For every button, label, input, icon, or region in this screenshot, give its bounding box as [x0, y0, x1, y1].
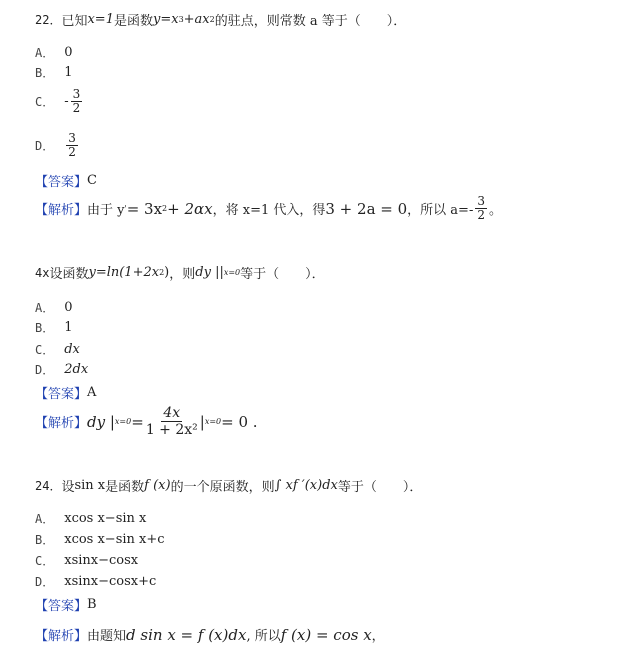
option-label: D．	[35, 575, 55, 589]
numerator: 3	[72, 87, 81, 101]
math: + 2αx	[167, 199, 213, 218]
q24-stem	[35, 476, 422, 495]
explanation-text: 。	[488, 203, 502, 218]
math: 3	[178, 15, 184, 24]
q24-option-a	[35, 510, 146, 527]
q24-option-c	[35, 552, 138, 569]
numerator: 3	[68, 131, 76, 145]
q22-explanation	[35, 195, 502, 222]
explanation-text: ，	[371, 629, 385, 644]
math: '	[124, 204, 127, 213]
answer-value: A	[87, 385, 97, 400]
stem-text: 设	[61, 480, 75, 495]
question-number: 24．	[35, 479, 62, 493]
option-label: D．	[35, 363, 55, 377]
math: =	[131, 412, 144, 431]
q22-option-d	[35, 132, 80, 159]
option-label: C．	[35, 343, 55, 357]
explanation-text: 由题知	[87, 629, 127, 644]
numerator: 4x	[163, 405, 181, 421]
option-text: 1	[64, 65, 73, 80]
option-label: B．	[35, 533, 55, 547]
fraction	[71, 88, 83, 115]
question-number: 22．	[35, 13, 62, 27]
q23-option-c	[35, 341, 80, 358]
explanation-text: , 所以	[246, 629, 281, 644]
math: +ax	[183, 12, 210, 27]
q22-answer	[35, 171, 97, 190]
option-text: 1	[64, 320, 73, 335]
answer-value: C	[87, 173, 97, 188]
explanation-text: ，所以 a=-	[407, 203, 474, 218]
explanation-tag: 【解析】	[35, 203, 88, 218]
q24-answer	[35, 595, 97, 614]
math: x=1	[87, 12, 114, 27]
option-label: B．	[35, 321, 55, 335]
q24-option-d	[35, 573, 156, 590]
fraction	[146, 405, 198, 438]
q23-explanation	[35, 405, 258, 438]
question-number: 4x	[35, 265, 50, 280]
q24-option-b	[35, 531, 165, 548]
explanation-text: ，将 x=1 代入，得	[212, 203, 326, 218]
explanation-tag: 【解析】	[35, 629, 88, 644]
option-label: B．	[35, 66, 55, 80]
option-text: xsinx−cosx	[64, 553, 139, 568]
q23-answer	[35, 383, 96, 402]
option-label: D．	[35, 139, 55, 153]
q23-option-a	[35, 299, 73, 316]
stem-text: 等于（ ）．	[337, 480, 423, 495]
stem-text: 已知	[61, 14, 88, 29]
math: 2	[162, 204, 168, 213]
math: y=ln(1+2x	[88, 265, 160, 280]
math: f (x)	[144, 478, 171, 493]
math: d sin x = f (x)dx	[126, 625, 247, 644]
math: x=0	[204, 417, 222, 426]
option-text: -	[64, 94, 69, 109]
answer-tag: 【答案】	[35, 599, 88, 614]
numerator: 3	[477, 194, 485, 208]
math: ∫ xf ′(x)dx	[274, 478, 338, 493]
stem-text: 的一个原函数，则	[170, 480, 275, 495]
math: x=0	[223, 268, 241, 277]
option-label: A．	[35, 301, 55, 315]
explanation-text: 由于 y	[87, 203, 125, 218]
q22-option-a	[35, 44, 73, 61]
option-label: C．	[35, 554, 55, 568]
answer-value: B	[87, 597, 97, 612]
denominator: 1 + 2x²	[145, 422, 198, 438]
math: y=x	[152, 12, 179, 27]
option-label: C．	[35, 95, 55, 109]
denominator: 2	[72, 101, 81, 115]
math: x=0	[114, 417, 132, 426]
math: dy |	[87, 412, 115, 431]
stem-text: 的驻点，则常数 a 等于（ ）．	[214, 14, 407, 29]
explanation-tag: 【解析】	[35, 416, 88, 431]
option-text: xcos x−sin x	[64, 511, 147, 526]
stem-text: 是函数	[105, 480, 145, 495]
stem-text: ，则	[169, 267, 196, 282]
q24-explanation	[35, 625, 385, 644]
stem-text: 等于（ ）．	[240, 267, 325, 282]
stem-text: 设函数	[49, 267, 89, 282]
answer-tag: 【答案】	[35, 387, 88, 402]
q23-stem: 4x 设函数 y=ln(1+2x 2 ) ，则 dy | | x=0 等于（ ）．	[35, 265, 325, 282]
q22-stem	[35, 10, 406, 29]
denominator: 2	[68, 145, 76, 159]
q22-option-c	[35, 88, 84, 115]
math: 2	[209, 15, 215, 24]
option-label: A．	[35, 46, 55, 60]
math: sin x	[74, 478, 106, 493]
math: f (x) = cos x	[280, 625, 372, 644]
math: |	[199, 412, 205, 431]
q23-option-d	[35, 361, 88, 378]
option-text: xsinx−cosx+c	[64, 574, 157, 589]
q23-option-b	[35, 319, 73, 336]
math: 2	[159, 268, 165, 277]
math: = 3x	[126, 199, 163, 218]
option-text: 0	[64, 300, 73, 315]
fraction	[475, 195, 487, 222]
option-text: xcos x−sin x+c	[64, 532, 165, 547]
stem-text: 是函数	[113, 14, 153, 29]
option-text: dx	[64, 342, 80, 357]
math: = 0 .	[221, 412, 258, 431]
fraction	[66, 132, 78, 159]
option-text: 0	[64, 45, 73, 60]
option-text: 2dx	[64, 362, 89, 377]
option-label: A．	[35, 512, 55, 526]
math: )	[164, 265, 170, 280]
math: dy |	[195, 265, 220, 280]
denominator: 2	[477, 208, 485, 222]
answer-tag: 【答案】	[35, 175, 88, 190]
q22-option-b	[35, 64, 73, 81]
math: 3 + 2a = 0	[325, 199, 408, 218]
